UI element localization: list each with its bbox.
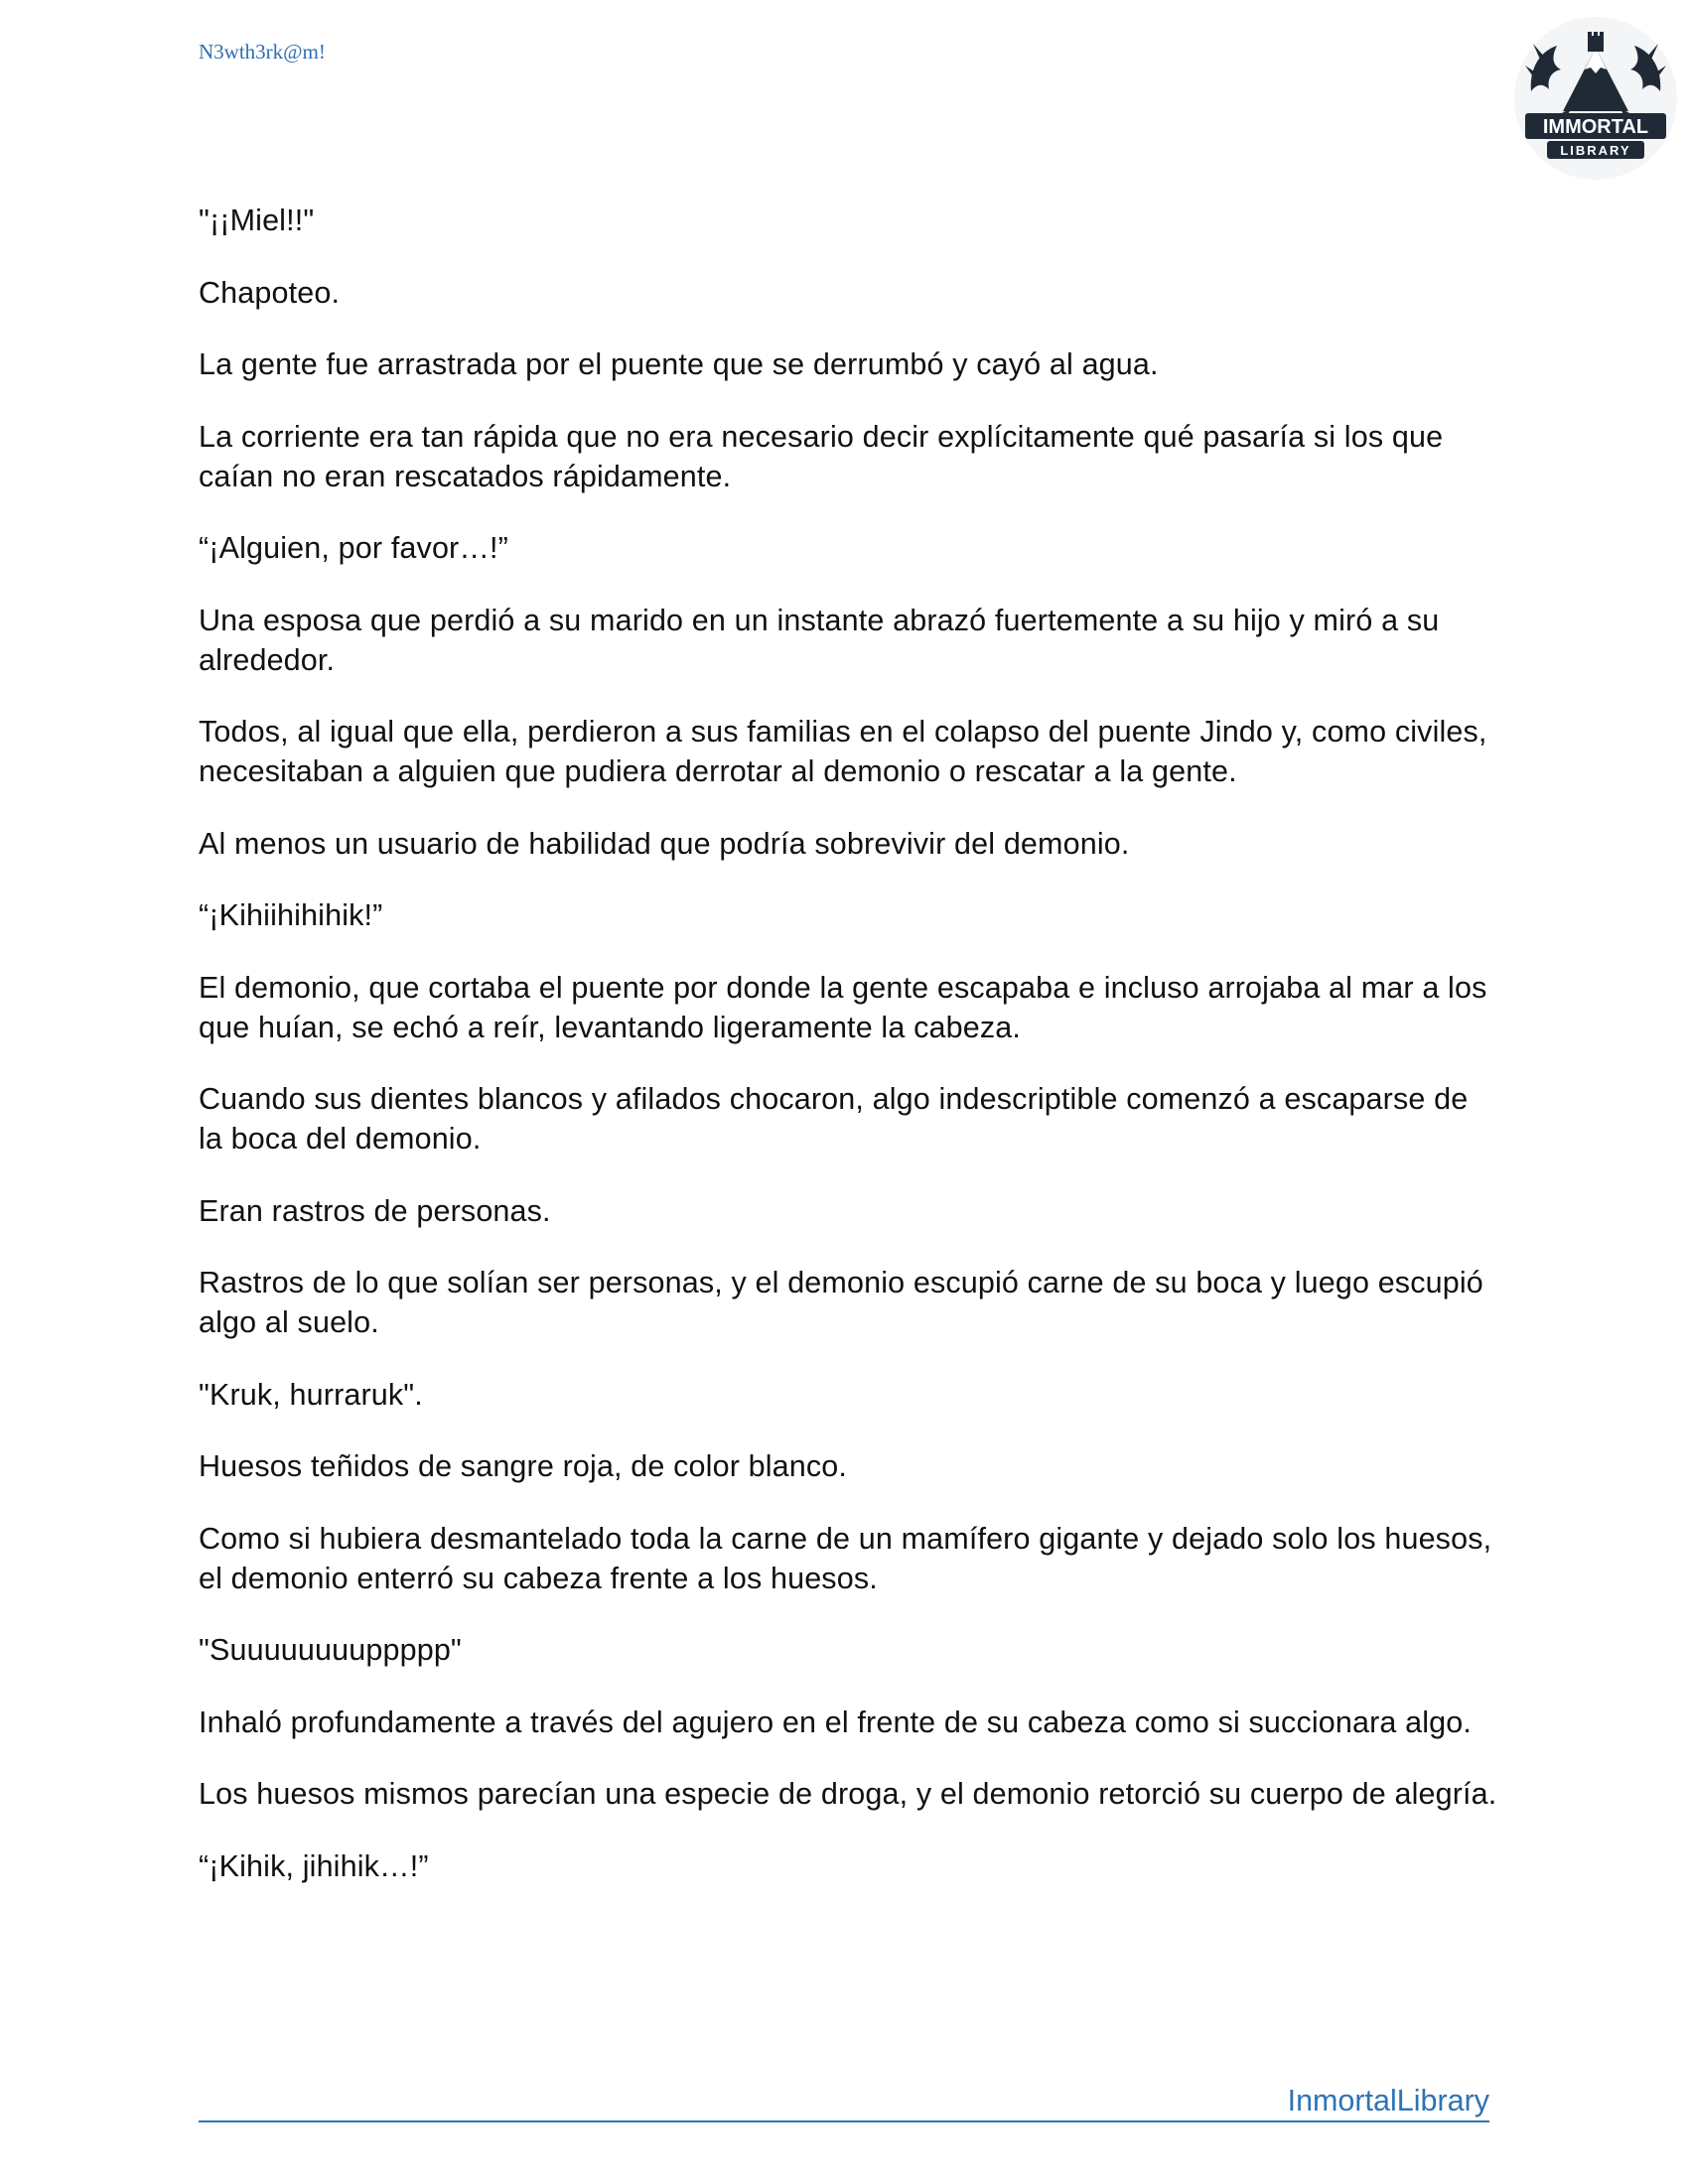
header-tag: N3wth3rk@m! <box>199 40 326 64</box>
paragraph: "Suuuuuuuuppppp" <box>199 1633 462 1667</box>
paragraph: “¡Alguien, por favor…!” <box>199 531 508 565</box>
paragraph: Eran rastros de personas. <box>199 1193 551 1228</box>
footer-rule <box>199 2081 1489 2122</box>
body-text <box>199 201 1499 1918</box>
footer-link[interactable]: InmortalLibrary <box>1287 2084 1489 2117</box>
paragraph: Inhaló profundamente a través del agujero en el frente de su cabeza como si succionara algo. <box>199 1705 1473 1739</box>
paragraph: El demonio, que cortaba el puente por donde la gente escapaba e incluso arrojaba al mar a los que huían, se echó a reír, levantando ligeramente la cabeza. <box>199 970 1487 1044</box>
paragraph: Como si hubiera desmantelado toda la carne de un mamífero gigante y dejado solo los huesos, el demonio enterró su cabeza frente a los huesos. <box>199 1521 1492 1595</box>
paragraph: “¡Kihik, jihihik…!” <box>199 1848 429 1883</box>
paragraph: Al menos un usuario de habilidad que podría sobrevivir del demonio. <box>199 826 1130 861</box>
paragraph: La gente fue arrastrada por el puente que se derrumbó y cayó al agua. <box>199 347 1159 381</box>
paragraph: “¡Kihiihihihik!” <box>199 898 383 932</box>
paragraph: Cuando sus dientes blancos y afilados chocaron, algo indescriptible comenzó a escaparse de la boca del demonio. <box>199 1082 1469 1156</box>
paragraph: Una esposa que perdió a su marido en un instante abrazó fuertemente a su hijo y miró a su alrededor. <box>199 603 1440 677</box>
paragraph: Todos, al igual que ella, perdieron a sus familias en el colapso del puente Jindo y, como civiles, necesitaban a alguien que pudiera derrotar al demonio o rescatar a la gente. <box>199 715 1487 788</box>
immortal-library-logo <box>1511 14 1680 183</box>
paragraph: Chapoteo. <box>199 275 341 310</box>
logo-line2: LIBRARY <box>1560 143 1631 158</box>
logo-line1: IMMORTAL <box>1542 116 1649 138</box>
paragraph: Los huesos mismos parecían una especie de droga, y el demonio retorció su cuerpo de alegría. <box>199 1777 1497 1811</box>
paragraph: "¡¡Miel!!" <box>199 204 315 237</box>
paragraph: Rastros de lo que solían ser personas, y el demonio escupió carne de su boca y luego escupió algo al suelo. <box>199 1266 1483 1339</box>
paragraph: Huesos teñidos de sangre roja, de color blanco. <box>199 1449 848 1483</box>
paragraph: La corriente era tan rápida que no era necesario decir explícitamente qué pasaría si los que caían no eran rescatados rápidamente. <box>199 419 1444 493</box>
paragraph: "Kruk, hurraruk". <box>199 1377 423 1412</box>
